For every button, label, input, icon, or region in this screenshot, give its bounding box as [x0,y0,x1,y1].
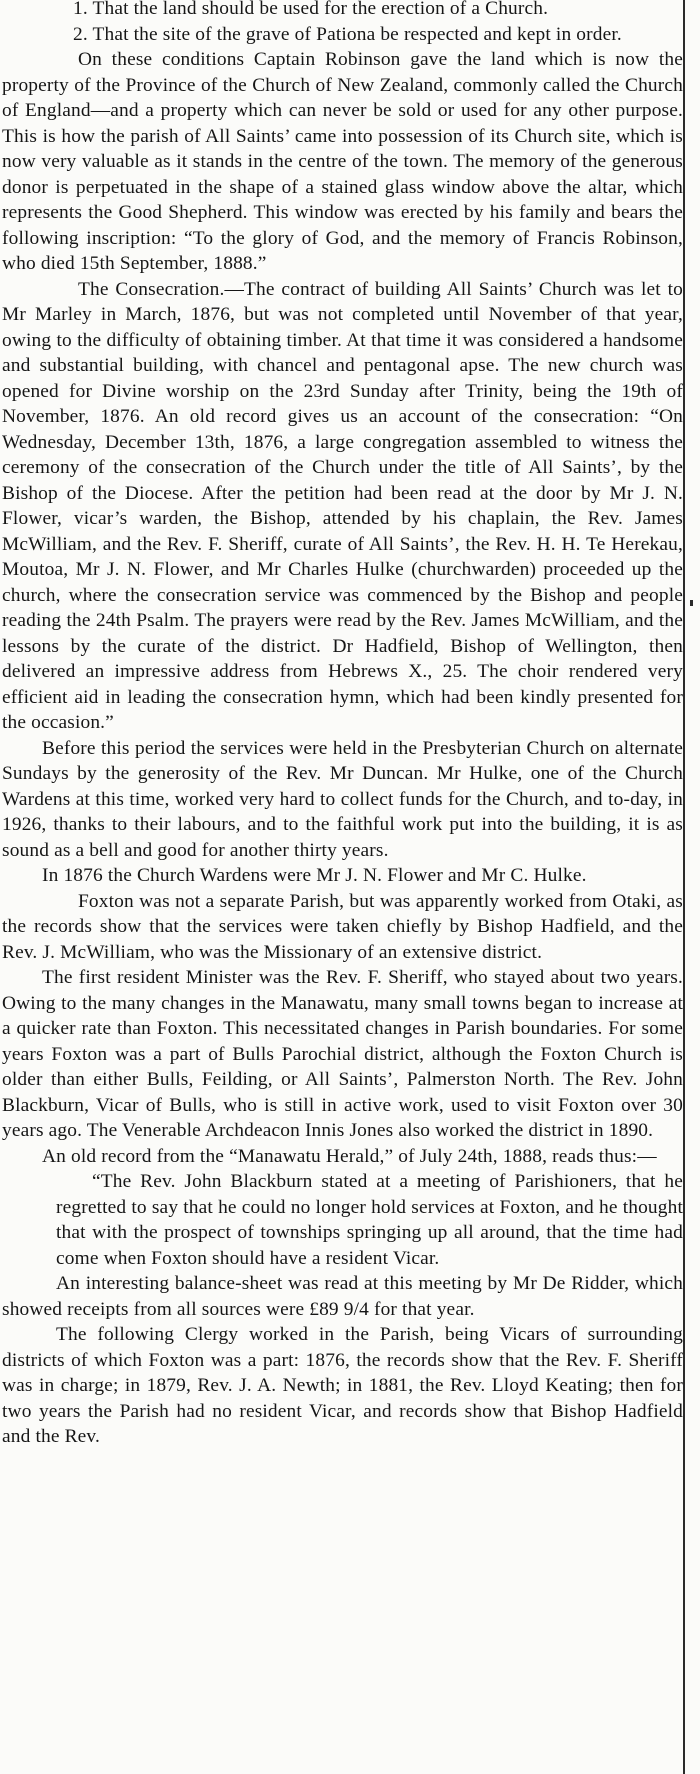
list-item: 2. That the site of the grave of Pationa be respected and kept in order. [73,23,622,45]
paragraph: On these conditions Captain Robinson gave the land which is now the property of the Province of the Church of New Zealand, commonly called the Church of England—and a property which can never be sold or used for any other purpose. This is how the parish of All Saints’ came into possession of its Church site, which is now very valuable as it stands in the centre of the town. The memory of the generous donor is perpetuated in the shape of a stained glass window above the altar, which represents the Good Shepherd. This window was erected by his family and bears the following inscription: “To the glory of God, and the memory of Francis Robinson, who died 15th September, 1888.” [2,49,683,274]
paragraph: Foxton was not a separate Parish, but was apparently worked from Otaki, as the records show that the services were taken chiefly by Bishop Hadfield, and the Rev. J. McWilliam, who was the Missionary of an extensive district. [2,890,683,963]
list-item: 1. That the land should be used for the erection of a Church. [73,0,549,19]
quoted-paragraph: “The Rev. John Blackburn stated at a meeting of Parishioners, that he regretted to say that he could no longer hold services at Foxton, and he thought that with the prospect of townships springing up all around, that the time had come when Foxton should have a resident Vicar. [56,1171,683,1269]
paragraph: Before this period the services were held in the Presbyterian Church on alternate Sundays by the generosity of the Rev. Mr Duncan. Mr Hulke, one of the Church Wardens at this time, worked very hard to collect funds for the Church, and to-day, in 1926, thanks to their labours, and to the faithful work put into the building, it is as sound as a bell and good for another thirty years. [2,737,683,861]
paragraph: The following Clergy worked in the Parish, being Vicars of surrounding districts of which Foxton was a part: 1876, the records show that the Rev. F. Sheriff was in charge; in 1879, Rev. J. A. Newth; in 1881, the Rev. Lloyd Keating; then for two years the Parish had no resident Vicar, and records show that Bishop Hadfield and the Rev. [2,1324,683,1447]
paragraph: The first resident Minister was the Rev. F. Sheriff, who stayed about two years. Owing to the many changes in the Manawatu, many small towns began to increase at a quicker rate than Foxton. This necessitated changes in Parish boundaries. For some years Foxton was a part of Bulls Parochial district, although the Foxton Church is older than either Bulls, Feilding, or All Saints’, Palmerston North. The Rev. John Blackburn, Vicar of Bulls, who is still in active work, used to visit Foxton over 30 years ago. The Venerable Archdeacon Innis Jones also worked the district in 1890. [2,967,683,1141]
quoted-paragraph: An interesting balance-sheet was read at this meeting by Mr De Ridder, which showed receipts from all sources were £89 9/4 for that year. [2,1273,683,1320]
paragraph: An old record from the “Manawatu Herald,” of July 24th, 1888, reads thus:— [42,1145,657,1167]
paragraph: In 1876 the Church Wardens were Mr J. N. Flower and Mr C. Hulke. [42,865,587,886]
column-rule [683,0,685,1774]
paragraph: The Consecration.—The contract of building All Saints’ Church was let to Mr Marley in March, 1876, but was not completed until November of that year, owing to the difficulty of obtaining timber. At that time it was considered a handsome and substantial building, with chancel and pentagonal apse. The new church was opened for Divine worship on the 23rd Sunday after Trinity, being the 19th of November, 1876. An old record gives us an account of the consecration: “On Wednesday, December 13th, 1876, a large congregation assembled to witness the ceremony of the consecration of the Church under the title of All Saints’, by the Bishop of the Diocese. After the petition had been read at the door by Mr J. N. Flower, vicar’s warden, the Bishop, attended by his chaplain, the Rev. James McWilliam, and the Rev. F. Sheriff, curate of All Saints’, the Rev. H. H. Te Herekau, Moutoa, Mr J. N. Flower, and Mr Charles Hulke (churchwarden) proceeded up the church, where the consecration service was commenced by the Bishop and people reading the 24th Psalm. The prayers were read by the Rev. James McWilliam, and the lessons by the curate of the district. Dr Hadfield, Bishop of Wellington, then delivered an impressive address from Hebrews X., 25. The choir rendered very efficient aid in leading the consecration hymn, which had been kindly presented for the occasion.” [2,278,683,733]
text-column [2,0,683,1450]
margin-mark [690,600,693,606]
